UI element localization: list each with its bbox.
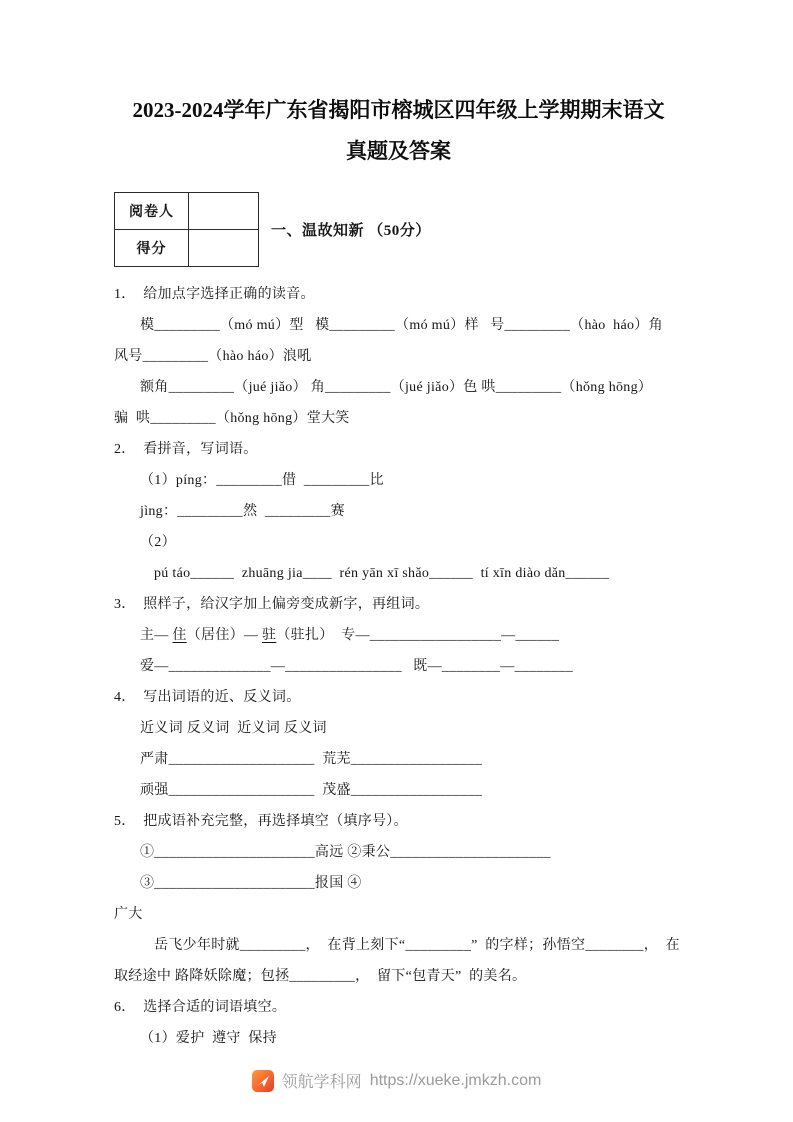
- q2-title: 2． 看拼音，写词语。: [114, 442, 258, 457]
- q3-example-line: [114, 620, 683, 651]
- q3-ex-mid: （居住）—: [186, 628, 263, 643]
- score-blank-cell: [189, 230, 259, 267]
- q4-line-3: 顽强____________________ 茂盛__________________: [140, 783, 483, 798]
- q1-line-2: 风号_________（hào háo）浪吼: [114, 349, 312, 364]
- exam-header: [114, 192, 683, 267]
- q3-line-2: 爱—______________—________________ 既—________—________: [140, 659, 573, 674]
- q2-line-1: （1）píng：_________借 _________比: [140, 473, 384, 488]
- q3-ex-prefix: 主—: [140, 628, 173, 643]
- q5-line-4: 取经途中 路降妖除魔；包拯_________， 留下“包青天” 的美名。: [114, 969, 527, 984]
- title-line-2: 真题及答案: [346, 139, 451, 163]
- q1-line-3: 额角_________（jué jiǎo） 角_________（jué jiǎo）色 哄_________（hǒng hōng）: [140, 380, 653, 395]
- q5-line-1: ①______________________高远 ②秉公______________________ ③______________________报国 ④: [140, 845, 555, 891]
- q3-ex-underlined-2: 驻: [262, 628, 277, 643]
- page-title: [114, 90, 683, 172]
- q4-line-2: 严肃____________________ 荒芜__________________: [140, 752, 483, 767]
- q5-title: 5． 把成语补充完整，再选择填空（填序号）。: [114, 814, 408, 829]
- xueke-logo-icon: [252, 1070, 274, 1092]
- q4-title: 4． 写出词语的近、反义词。: [114, 690, 301, 705]
- q6-line-1: （1）爱护 遵守 保持: [140, 1031, 277, 1046]
- q1-line-4: 骗 哄_________（hǒng hōng）堂大笑: [114, 411, 350, 426]
- q1-line-1: 模_________（mó mú）型 模_________（mó mú）样 号_________（hào háo）角: [140, 318, 663, 333]
- score-table: [114, 192, 259, 267]
- site-footer: [0, 1069, 793, 1092]
- q2-line-4: pú táo______ zhuāng jia____ rén yān xī shǎo______ tí xīn diào dǎn______: [154, 566, 610, 581]
- q5-line-2: 广大: [114, 907, 143, 922]
- q2-line-2: jìng：_________然 _________赛: [140, 504, 345, 519]
- q3-ex-underlined-1: 住: [172, 628, 187, 643]
- score-table-row-grader: [115, 193, 259, 230]
- q4-header-line: 近义词 反义词 近义词 反义词: [140, 721, 327, 736]
- score-label: 得分: [115, 230, 189, 267]
- title-line-1: 2023-2024学年广东省揭阳市榕城区四年级上学期期末语文: [132, 98, 665, 122]
- q1-title: 1． 给加点字选择正确的读音。: [114, 287, 315, 302]
- grader-blank-cell: [189, 193, 259, 230]
- footer-site-name: 领航学科网: [281, 1074, 362, 1091]
- section-heading: 一、温故知新 （50分）: [271, 223, 431, 239]
- score-table-row-score: [115, 230, 259, 267]
- grader-label: 阅卷人: [115, 193, 189, 230]
- q5-line-3: 岳飞少年时就_________， 在背上刻下“_________” 的字样；孙悟空________， 在: [154, 938, 680, 953]
- q3-ex-tail: （驻扎） 专—__________________—______: [276, 628, 560, 643]
- q3-title: 3． 照样子，给汉字加上偏旁变成新字，再组词。: [114, 597, 430, 612]
- footer-url[interactable]: https://xueke.jmkzh.com: [369, 1071, 542, 1089]
- q2-line-3: （2）: [140, 535, 176, 550]
- q6-title: 6． 选择合适的词语填空。: [114, 1000, 287, 1015]
